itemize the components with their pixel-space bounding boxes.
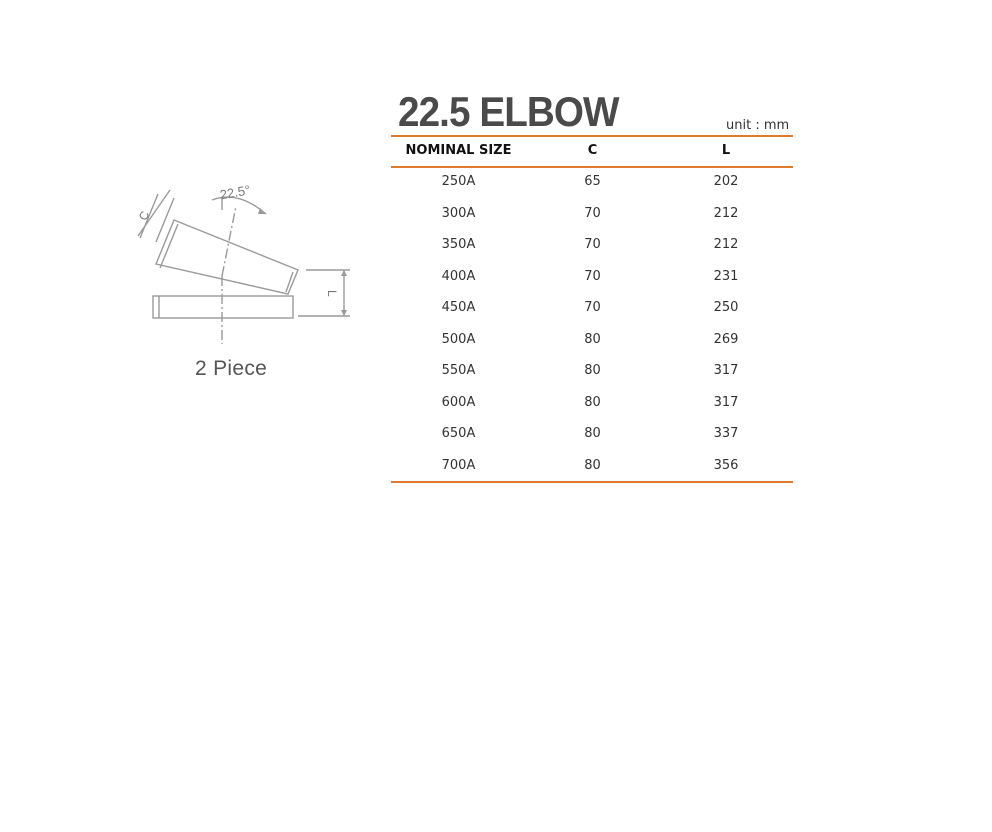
table-row [391, 206, 793, 226]
row-nominal-size: 700A [441, 457, 476, 473]
row-l-value: 212 [713, 237, 739, 252]
row-c-value: 80 [584, 426, 601, 441]
row-nominal-size: 600A [441, 394, 476, 410]
c-dimension-label: C [135, 208, 153, 223]
table-bottom-divider [391, 481, 793, 483]
row-l-value: 317 [713, 394, 739, 410]
table-row [391, 174, 793, 194]
table-row [391, 300, 793, 320]
row-c-value: 65 [584, 174, 601, 189]
table-row [391, 458, 793, 478]
row-nominal-size: 550A [441, 363, 476, 378]
row-c-value: 70 [584, 268, 601, 284]
row-l-value: 250 [713, 300, 739, 315]
row-l-value: 202 [713, 174, 739, 189]
row-nominal-size: 650A [441, 426, 476, 441]
table-row [391, 269, 793, 289]
row-c-value: 70 [584, 237, 601, 252]
row-nominal-size: 450A [441, 300, 476, 315]
diagram-caption: 2 Piece [195, 357, 268, 380]
l-dimension-label: L [325, 290, 339, 297]
row-nominal-size: 300A [441, 205, 476, 221]
row-nominal-size: 250A [441, 174, 476, 189]
header-l: L [721, 143, 731, 158]
row-l-value: 337 [713, 426, 739, 441]
header-c: C [587, 143, 598, 158]
row-c-value: 70 [584, 205, 601, 221]
row-c-value: 80 [584, 457, 601, 473]
row-nominal-size: 350A [441, 237, 476, 252]
page-title: 22.5 ELBOW [398, 88, 619, 135]
elbow-drawing [128, 176, 368, 376]
row-l-value: 231 [713, 268, 739, 284]
row-nominal-size: 500A [441, 331, 476, 347]
row-l-value: 269 [713, 331, 739, 347]
header-nominal-size: NOMINAL SIZE [405, 143, 512, 158]
row-c-value: 80 [584, 363, 601, 378]
row-l-value: 212 [713, 205, 739, 221]
row-c-value: 70 [584, 300, 601, 315]
unit-label: unit : mm [726, 118, 790, 133]
elbow-diagram [128, 176, 368, 396]
table-header [391, 143, 793, 163]
header-divider [391, 166, 793, 168]
title-divider [391, 135, 793, 137]
row-nominal-size: 400A [441, 268, 476, 284]
row-l-value: 317 [713, 363, 739, 378]
table-row [391, 332, 793, 352]
row-c-value: 80 [584, 331, 601, 347]
table-row [391, 363, 793, 383]
table-row [391, 426, 793, 446]
row-c-value: 80 [584, 394, 601, 410]
angle-label: 22.5° [218, 182, 252, 203]
table-row [391, 237, 793, 257]
row-l-value: 356 [713, 457, 739, 473]
table-row [391, 395, 793, 415]
